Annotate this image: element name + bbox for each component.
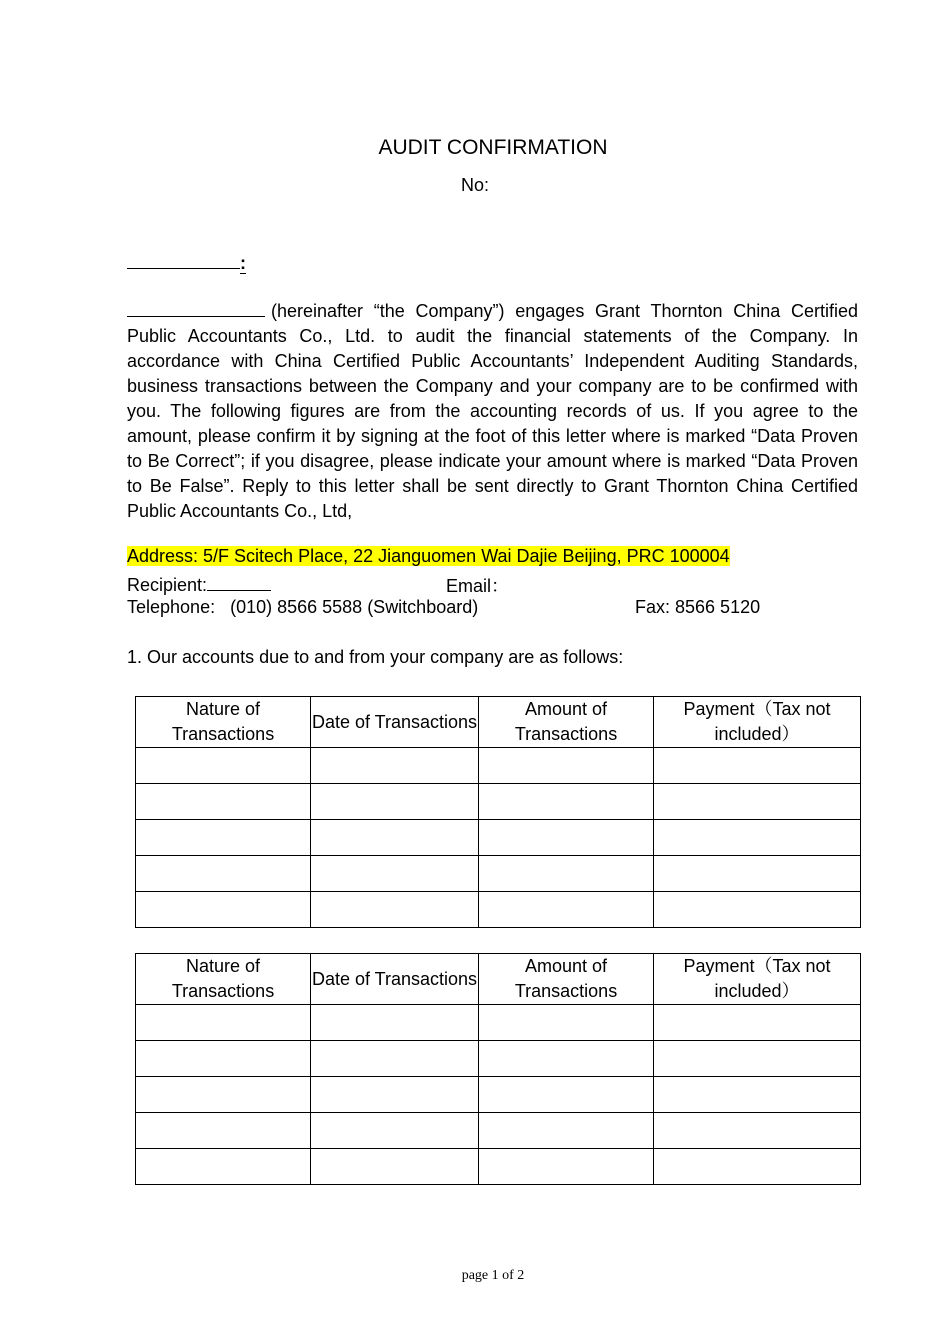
header-amount-of-transactions: Amount of Transactions — [479, 954, 654, 1005]
fax-text: Fax: 8566 5120 — [635, 597, 761, 617]
table-cell[interactable] — [479, 820, 654, 856]
table-cell[interactable] — [654, 1149, 861, 1185]
body-paragraph — [127, 298, 858, 524]
table-cell[interactable] — [136, 748, 311, 784]
table-cell[interactable] — [654, 748, 861, 784]
table-cell[interactable] — [311, 1149, 479, 1185]
table-cell[interactable] — [136, 1005, 311, 1041]
table-cell[interactable] — [479, 1041, 654, 1077]
table-row — [136, 1113, 861, 1149]
section-1-heading: 1. Our accounts due to and from your company are as follows: — [127, 647, 624, 667]
table-cell[interactable] — [136, 1041, 311, 1077]
address-line — [127, 546, 730, 567]
table-row — [136, 1005, 861, 1041]
table-cell[interactable] — [311, 1113, 479, 1149]
table-row — [136, 892, 861, 928]
table-cell[interactable] — [136, 856, 311, 892]
table-cell[interactable] — [136, 784, 311, 820]
telephone-row — [127, 597, 858, 622]
table-row — [136, 856, 861, 892]
table-cell[interactable] — [311, 1005, 479, 1041]
table-cell[interactable] — [654, 1077, 861, 1113]
table-cell[interactable] — [136, 1077, 311, 1113]
address-text: Address: 5/F Scitech Place, 22 Jianguomen Wai Dajie Beijing, PRC 100004 — [127, 546, 730, 566]
table-cell[interactable] — [654, 1113, 861, 1149]
table-cell[interactable] — [311, 820, 479, 856]
table-cell[interactable] — [654, 1005, 861, 1041]
body-paragraph-text: (hereinafter “the Company”) engages Grant Thornton China Certified Public Accountants Co., Ltd. to audit the financial statements of the Company. In accordance with China Certified Public Accountants’ Independent Auditing Standards, business transactions between the Company and your company are to be confirmed with you. The following figures are from the accounting records of us. If you agree to the amount, please confirm it by signing at the foot of this letter where is marked “Data Proven to Be Correct”; if you disagree, please indicate your amount where is marked “Data Proven to Be False”. Reply to this letter shall be sent directly to Grant Thornton China Certified Public Accountants Co., Ltd, — [127, 301, 858, 521]
recipient-blank — [207, 572, 271, 591]
table-cell[interactable] — [654, 784, 861, 820]
table-cell[interactable] — [311, 892, 479, 928]
table-row — [136, 784, 861, 820]
table-cell[interactable] — [479, 784, 654, 820]
transactions-table-2 — [135, 953, 861, 1185]
table-cell[interactable] — [136, 892, 311, 928]
table-row — [136, 1077, 861, 1113]
table-cell[interactable] — [479, 1113, 654, 1149]
transactions-table-1 — [135, 696, 861, 928]
table-row — [136, 1149, 861, 1185]
table-cell[interactable] — [311, 856, 479, 892]
header-date-of-transactions: Date of Transactions — [311, 954, 479, 1005]
table-cell[interactable] — [479, 748, 654, 784]
recipient-label: Recipient: — [127, 575, 208, 595]
table-cell[interactable] — [479, 1005, 654, 1041]
table-cell[interactable] — [311, 1077, 479, 1113]
page-footer: page 1 of 2 — [461, 1268, 525, 1283]
table-header-row — [136, 697, 861, 748]
document-number-label: No: — [460, 175, 489, 195]
telephone-text: Telephone: (010) 8566 5588 (Switchboard) — [127, 597, 479, 617]
company-name-blank — [127, 298, 265, 317]
table-row — [136, 1041, 861, 1077]
header-nature-of-transactions: Nature of Transactions — [136, 954, 311, 1005]
salutation-line — [127, 250, 246, 274]
addressee-blank — [127, 250, 240, 269]
table-cell[interactable] — [654, 856, 861, 892]
table-header-row — [136, 954, 861, 1005]
table-cell[interactable] — [479, 856, 654, 892]
table-cell[interactable] — [136, 1149, 311, 1185]
header-payment: Payment（Tax not included） — [654, 697, 861, 748]
header-amount-of-transactions: Amount of Transactions — [479, 697, 654, 748]
recipient-row — [127, 572, 858, 597]
header-date-of-transactions: Date of Transactions — [311, 697, 479, 748]
table-cell[interactable] — [654, 892, 861, 928]
email-label: Email： — [446, 576, 510, 596]
table-cell[interactable] — [654, 1041, 861, 1077]
table-row — [136, 748, 861, 784]
document-title: AUDIT CONFIRMATION — [378, 136, 608, 159]
table-cell[interactable] — [311, 748, 479, 784]
table-cell[interactable] — [311, 784, 479, 820]
table-cell[interactable] — [479, 1077, 654, 1113]
table-cell[interactable] — [136, 820, 311, 856]
table-cell[interactable] — [311, 1041, 479, 1077]
header-nature-of-transactions: Nature of Transactions — [136, 697, 311, 748]
table-cell[interactable] — [479, 892, 654, 928]
table-cell[interactable] — [654, 820, 861, 856]
table-cell[interactable] — [479, 1149, 654, 1185]
table-cell[interactable] — [136, 1113, 311, 1149]
header-payment: Payment（Tax not included） — [654, 954, 861, 1005]
salutation-colon: : — [240, 253, 246, 273]
table-row — [136, 820, 861, 856]
